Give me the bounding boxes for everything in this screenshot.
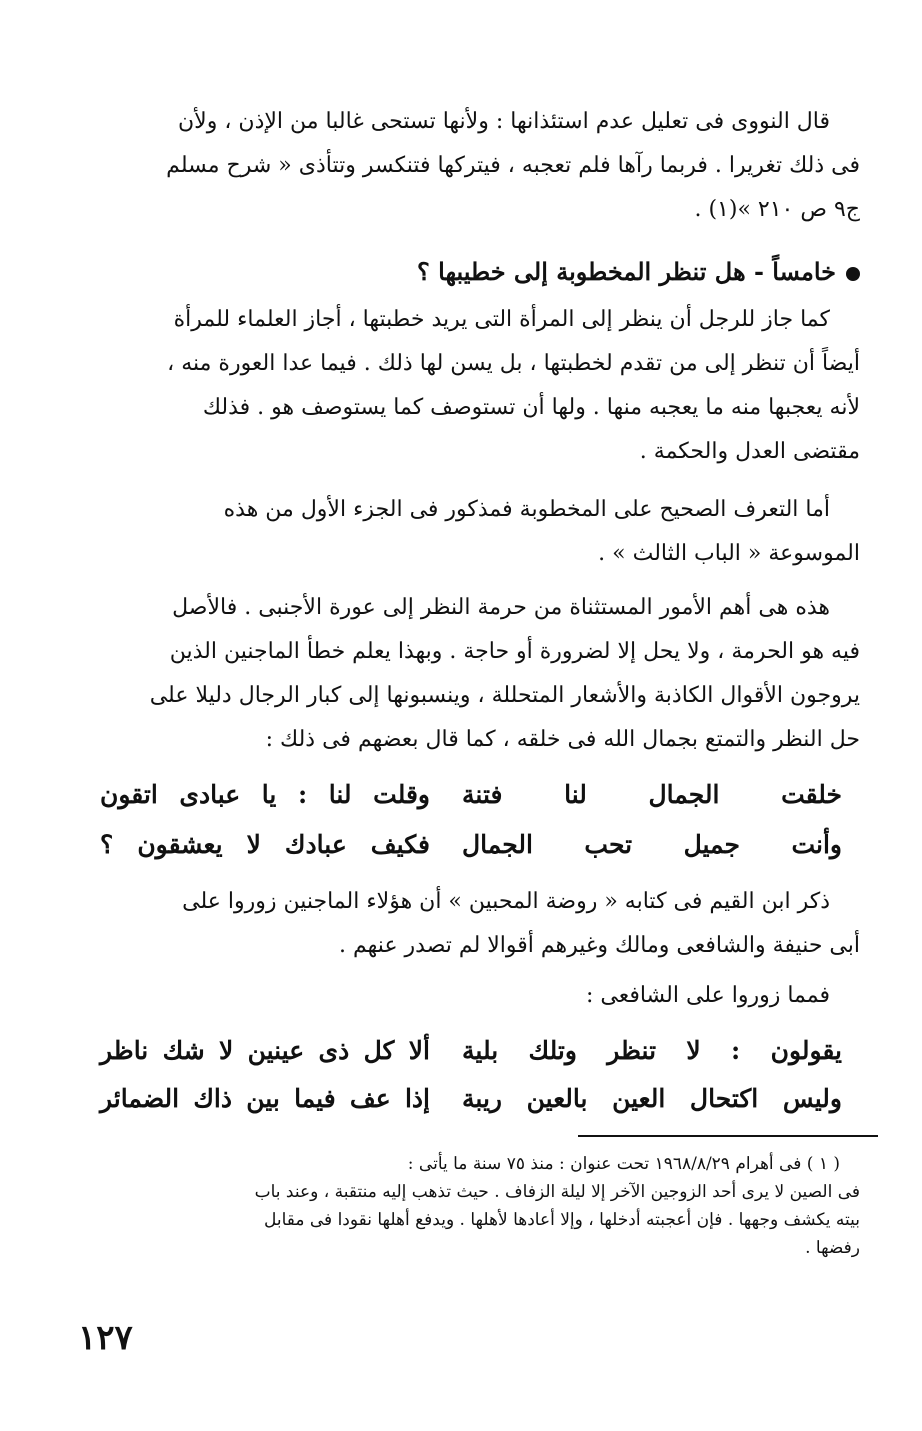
footnote-divider xyxy=(578,1135,878,1137)
text-line: ج٩ ص ٢١٠ »(١) . xyxy=(694,197,860,222)
verse-line xyxy=(100,822,842,868)
verse-second-hemistich: فكيف عبادك لا يعشقون ؟ xyxy=(100,830,430,859)
verse-line xyxy=(100,772,842,818)
heading-text: خامساً - هل تنظر المخطوبة إلى خطيبها ؟ xyxy=(417,257,836,286)
verse-first-hemistich: وليس اكتحال العين بالعين ريبة xyxy=(462,1084,842,1113)
page-number: ١٢٧ xyxy=(78,1318,133,1358)
text-line: مقتضى العدل والحكمة . xyxy=(639,439,860,464)
verse-second-hemistich: ألا كل ذى عينين لا شك ناظر xyxy=(100,1036,430,1065)
text-line: قال النووى فى تعليل عدم استئذانها : ولأنها تستحى غالبا من الإذن ، ولأن xyxy=(178,109,830,134)
text-line: أيضاً أن تنظر إلى من تقدم لخطبتها ، بل يسن لها ذلك . فيما عدا العورة منه ، xyxy=(167,351,860,376)
text-line: أما التعرف الصحيح على المخطوبة فمذكور فى الجزء الأول من هذه xyxy=(223,497,830,522)
text-line: ذكر ابن القيم فى كتابه « روضة المحبين » أن هؤلاء الماجنين زوروا على xyxy=(182,889,830,914)
footnote-line: رفضها . xyxy=(805,1238,860,1258)
text-line: فمما زوروا على الشافعى : xyxy=(585,983,830,1008)
verse-second-hemistich: وقلت لنا : يا عبادى اتقون xyxy=(100,780,430,809)
paragraph-shafii-intro xyxy=(70,974,860,1018)
bullet-icon xyxy=(846,267,860,281)
verse-first-hemistich: وأنت جميل تحب الجمال xyxy=(462,830,842,859)
verse-first-hemistich: يقولون : لا تنظر وتلك بلية xyxy=(462,1036,842,1065)
text-line: الموسوعة « الباب الثالث » . xyxy=(598,541,860,566)
text-line: يروجون الأقوال الكاذبة والأشعار المتحللة ، وينسبونها إلى كبار الرجال دليلا على xyxy=(149,683,860,708)
text-line: لأنه يعجبها منه ما يعجبه منها . ولها أن تستوصف كما يستوصف هو . فذلك xyxy=(202,395,860,420)
footnote-line: ( ١ ) فى أهرام ١٩٦٨/٨/٢٩ تحت عنوان : منذ ٧٥ سنة ما يأتى : xyxy=(407,1154,840,1174)
verse-line xyxy=(100,1028,842,1074)
text-line: فى ذلك تغريرا . فربما رآها فلم تعجبه ، فيتركها فتنكسر وتتأذى « شرح مسلم xyxy=(166,153,860,178)
paragraph-nawawi xyxy=(70,100,860,232)
text-line: كما جاز للرجل أن ينظر إلى المرأة التى يريد خطبتها ، أجاز العلماء للمرأة xyxy=(173,307,830,332)
paragraph-woman-looks xyxy=(70,298,860,474)
verse-first-hemistich: خلقت الجمال لنا فتنة xyxy=(462,780,842,809)
verse-second-hemistich: إذا عف فيما بين ذاك الضمائر xyxy=(100,1084,430,1113)
paragraph-ibn-qayyim xyxy=(70,880,860,968)
text-line: أبى حنيفة والشافعى ومالك وغيرهم أقوالا لم تصدر عنهم . xyxy=(339,933,860,958)
section-heading xyxy=(417,252,860,292)
text-line: فيه هو الحرمة ، ولا يحل إلا لضرورة أو حاجة . وبهذا يعلم خطأ الماجنين الذين xyxy=(169,639,860,664)
footnote xyxy=(78,1150,860,1262)
verse-line xyxy=(100,1076,842,1122)
footnote-line: فى الصين لا يرى أحد الزوجين الآخر إلا ليلة الزفاف . حيث تذهب إليه منتقبة ، وعند باب xyxy=(254,1182,860,1202)
paragraph-exceptions xyxy=(70,586,860,762)
text-line: هذه هى أهم الأمور المستثناة من حرمة النظر إلى عورة الأجنبى . فالأصل xyxy=(172,595,830,620)
paragraph-encyclopedia-ref xyxy=(70,488,860,576)
footnote-line: بيته يكشف وجهها . فإن أعجبته أدخلها ، وإلا أعادها لأهلها . ويدفع أهلها نقودا فى مقابل xyxy=(263,1210,860,1230)
text-line: حل النظر والتمتع بجمال الله فى خلقه ، كما قال بعضهم فى ذلك : xyxy=(265,727,860,752)
